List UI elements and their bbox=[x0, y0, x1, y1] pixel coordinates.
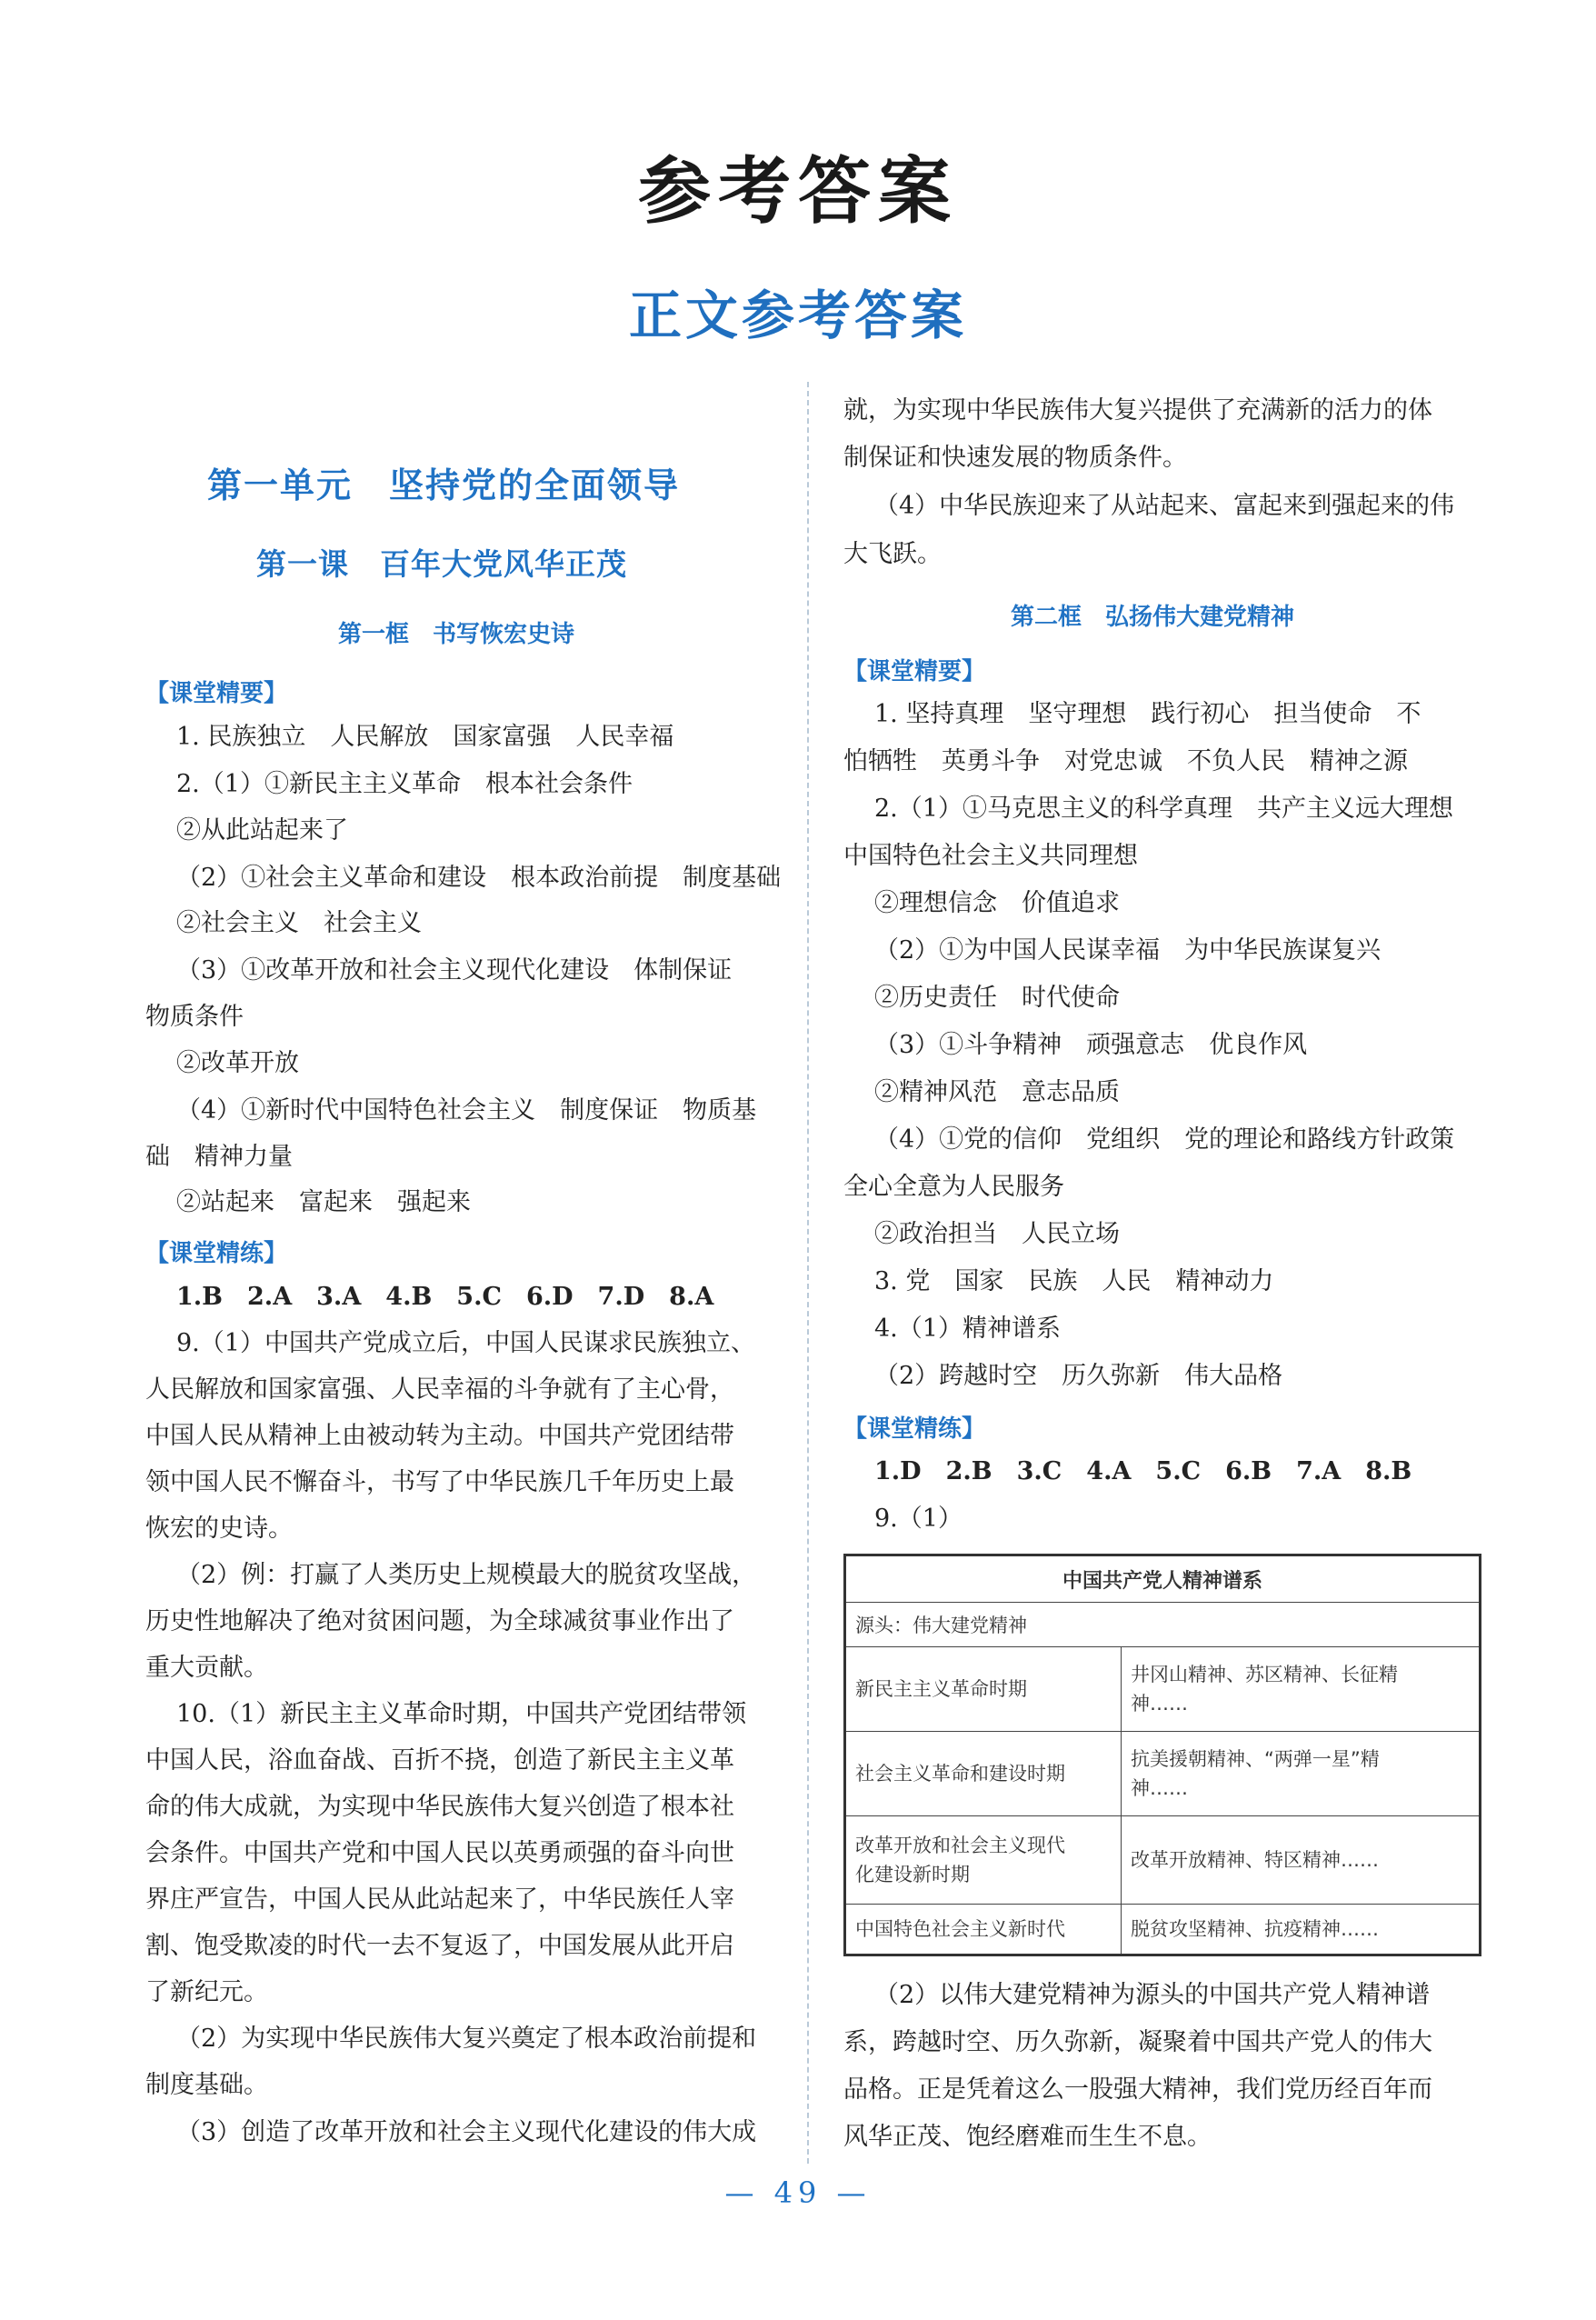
tag-practice: 【课堂精练】 bbox=[145, 1240, 288, 1267]
text-line: 品格。正是凭着这么一股强大精神，我们党历经百年而 bbox=[843, 2075, 1432, 2104]
text-line: 制度基础。 bbox=[145, 2071, 268, 2099]
text-line: 大飞跃。 bbox=[843, 540, 942, 568]
text-line: 怕牺牲 英勇斗争 对党忠诚 不负人民 精神之源 bbox=[843, 747, 1408, 775]
text-line: ②政治担当 人民立场 bbox=[874, 1220, 1120, 1248]
tag-essentials: 【课堂精要】 bbox=[145, 680, 288, 707]
column-divider bbox=[807, 382, 809, 2164]
period-line: 化建设新时期 bbox=[855, 1864, 970, 1885]
spirit-cell bbox=[1122, 1732, 1481, 1816]
text-line: 风华正茂、饱经磨难而生生不息。 bbox=[843, 2123, 1212, 2151]
mc-answers: 1.D 2.B 3.C 4.A 5.C 6.B 7.A 8.B bbox=[874, 1457, 1412, 1485]
text-line: （3）创造了改革开放和社会主义现代化建设的伟大成 bbox=[176, 2118, 757, 2146]
page-number: — 49 — bbox=[724, 2175, 872, 2210]
text-line: 了新纪元。 bbox=[145, 1978, 268, 2006]
text-line: 历史性地解决了绝对贫困问题，为全球减贫事业作出了 bbox=[145, 1607, 734, 1635]
period-cell: 中国特色社会主义新时代 bbox=[845, 1905, 1122, 1955]
section-title: 正文参考答案 bbox=[628, 285, 967, 346]
spirit-cell bbox=[1122, 1647, 1481, 1732]
text-line: 领中国人民不懈奋斗，书写了中华民族几千年历史上最 bbox=[145, 1468, 734, 1496]
tag-practice: 【课堂精练】 bbox=[843, 1415, 986, 1443]
table-row bbox=[845, 1732, 1481, 1816]
table-row bbox=[845, 1905, 1481, 1955]
text-line: （2）以伟大建党精神为源头的中国共产党人精神谱 bbox=[874, 1981, 1431, 2009]
spirit-table bbox=[843, 1554, 1481, 1956]
text-line: 2.（1）①新民主主义革命 根本社会条件 bbox=[176, 770, 633, 798]
unit-heading: 第一单元 坚持党的全面领导 bbox=[207, 465, 681, 505]
text-line: 会条件。中国共产党和中国人民以英勇顽强的奋斗向世 bbox=[145, 1839, 734, 1867]
text-line: ②精神风范 意志品质 bbox=[874, 1078, 1120, 1106]
table-row bbox=[845, 1647, 1481, 1732]
spirit-line: 抗美援朝精神、“两弹一星”精 bbox=[1131, 1748, 1380, 1770]
page-title: 参考答案 bbox=[638, 148, 958, 234]
mc-answers: 1.B 2.A 3.A 4.B 5.C 6.D 7.D 8.A bbox=[176, 1283, 714, 1311]
text-line: （2）为实现中华民族伟大复兴奠定了根本政治前提和 bbox=[176, 2025, 757, 2053]
table-source-row: 源头：伟大建党精神 bbox=[845, 1603, 1481, 1647]
text-line: 制保证和快速发展的物质条件。 bbox=[843, 444, 1187, 472]
text-line: 3. 党 国家 民族 人民 精神动力 bbox=[874, 1267, 1274, 1295]
text-line: （2）例：打赢了人类历史上规模最大的脱贫攻坚战， bbox=[176, 1561, 757, 1589]
period-cell bbox=[845, 1816, 1122, 1905]
text-line: 9.（1）中国共产党成立后，中国人民谋求民族独立、 bbox=[176, 1329, 755, 1357]
period-cell: 社会主义革命和建设时期 bbox=[845, 1732, 1122, 1816]
period-cell: 新民主主义革命时期 bbox=[845, 1647, 1122, 1732]
text-line: ②历史责任 时代使命 bbox=[874, 984, 1120, 1012]
text-line: （2）①社会主义革命和建设 根本政治前提 制度基础 bbox=[176, 864, 782, 892]
table-title: 中国共产党人精神谱系 bbox=[845, 1555, 1481, 1603]
frame-heading: 第二框 弘扬伟大建党精神 bbox=[1011, 604, 1295, 631]
text-line: （2）①为中国人民谋幸福 为中华民族谋复兴 bbox=[874, 936, 1382, 965]
text-line: （4）①党的信仰 党组织 党的理论和路线方针政策 bbox=[874, 1125, 1455, 1154]
text-line: 全心全意为人民服务 bbox=[843, 1173, 1064, 1201]
spirit-line: 井冈山精神、苏区精神、长征精 bbox=[1131, 1664, 1398, 1685]
spirit-line: 神…… bbox=[1131, 1777, 1188, 1799]
text-line: 系，跨越时空、历久弥新，凝聚着中国共产党人的伟大 bbox=[843, 2028, 1432, 2056]
text-line: （3）①斗争精神 顽强意志 优良作风 bbox=[874, 1031, 1308, 1059]
text-line: 界庄严宣告，中国人民从此站起来了，中华民族任人宰 bbox=[145, 1885, 734, 1914]
text-line: 割、饱受欺凌的时代一去不复返了，中国发展从此开启 bbox=[145, 1932, 734, 1960]
tag-essentials: 【课堂精要】 bbox=[843, 658, 986, 685]
text-line: （4）①新时代中国特色社会主义 制度保证 物质基 bbox=[176, 1096, 757, 1125]
text-line: 2.（1）①马克思主义的科学真理 共产主义远大理想 bbox=[874, 795, 1453, 823]
text-line: ②改革开放 bbox=[176, 1049, 299, 1077]
text-line: 1. 坚持真理 坚守理想 践行初心 担当使命 不 bbox=[874, 700, 1421, 728]
text-line: 中国人民，浴血奋战、百折不挠，创造了新民主主义革 bbox=[145, 1746, 734, 1775]
text-line: 命的伟大成就，为实现中华民族伟大复兴创造了根本社 bbox=[145, 1793, 734, 1821]
text-line: （4）中华民族迎来了从站起来、富起来到强起来的伟 bbox=[874, 492, 1455, 520]
text-line: （2）跨越时空 历久弥新 伟大品格 bbox=[874, 1362, 1283, 1390]
spirit-cell: 改革开放精神、特区精神…… bbox=[1122, 1816, 1481, 1905]
text-line: ②站起来 富起来 强起来 bbox=[176, 1188, 471, 1216]
text-line: 4.（1）精神谱系 bbox=[874, 1315, 1061, 1343]
text-line: 础 精神力量 bbox=[145, 1143, 293, 1171]
text-line: （3）①改革开放和社会主义现代化建设 体制保证 bbox=[176, 956, 733, 985]
text-line: 中国特色社会主义共同理想 bbox=[843, 842, 1138, 870]
text-line: 重大贡献。 bbox=[145, 1654, 268, 1682]
text-line: 中国人民从精神上由被动转为主动。中国共产党团结带 bbox=[145, 1422, 734, 1450]
text-line: 人民解放和国家富强、人民幸福的斗争就有了主心骨， bbox=[145, 1375, 734, 1404]
text-line: 9.（1） bbox=[874, 1505, 963, 1533]
spirit-cell: 脱贫攻坚精神、抗疫精神…… bbox=[1122, 1905, 1481, 1955]
text-line: ②从此站起来了 bbox=[176, 816, 348, 845]
spirit-line: 神…… bbox=[1131, 1693, 1188, 1715]
lesson-heading: 第一课 百年大党风华正茂 bbox=[256, 546, 627, 582]
text-line: 物质条件 bbox=[145, 1003, 244, 1031]
text-line: 就，为实现中华民族伟大复兴提供了充满新的活力的体 bbox=[843, 396, 1432, 425]
table-row bbox=[845, 1816, 1481, 1905]
text-line: 10.（1）新民主主义革命时期，中国共产党团结带领 bbox=[176, 1700, 747, 1728]
period-line: 改革开放和社会主义现代 bbox=[855, 1835, 1065, 1856]
text-line: ②理想信念 价值追求 bbox=[874, 889, 1120, 917]
text-line: 1. 民族独立 人民解放 国家富强 人民幸福 bbox=[176, 723, 674, 751]
text-line: ②社会主义 社会主义 bbox=[176, 909, 422, 937]
text-line: 恢宏的史诗。 bbox=[145, 1515, 293, 1543]
frame-heading: 第一框 书写恢宏史诗 bbox=[338, 621, 575, 648]
